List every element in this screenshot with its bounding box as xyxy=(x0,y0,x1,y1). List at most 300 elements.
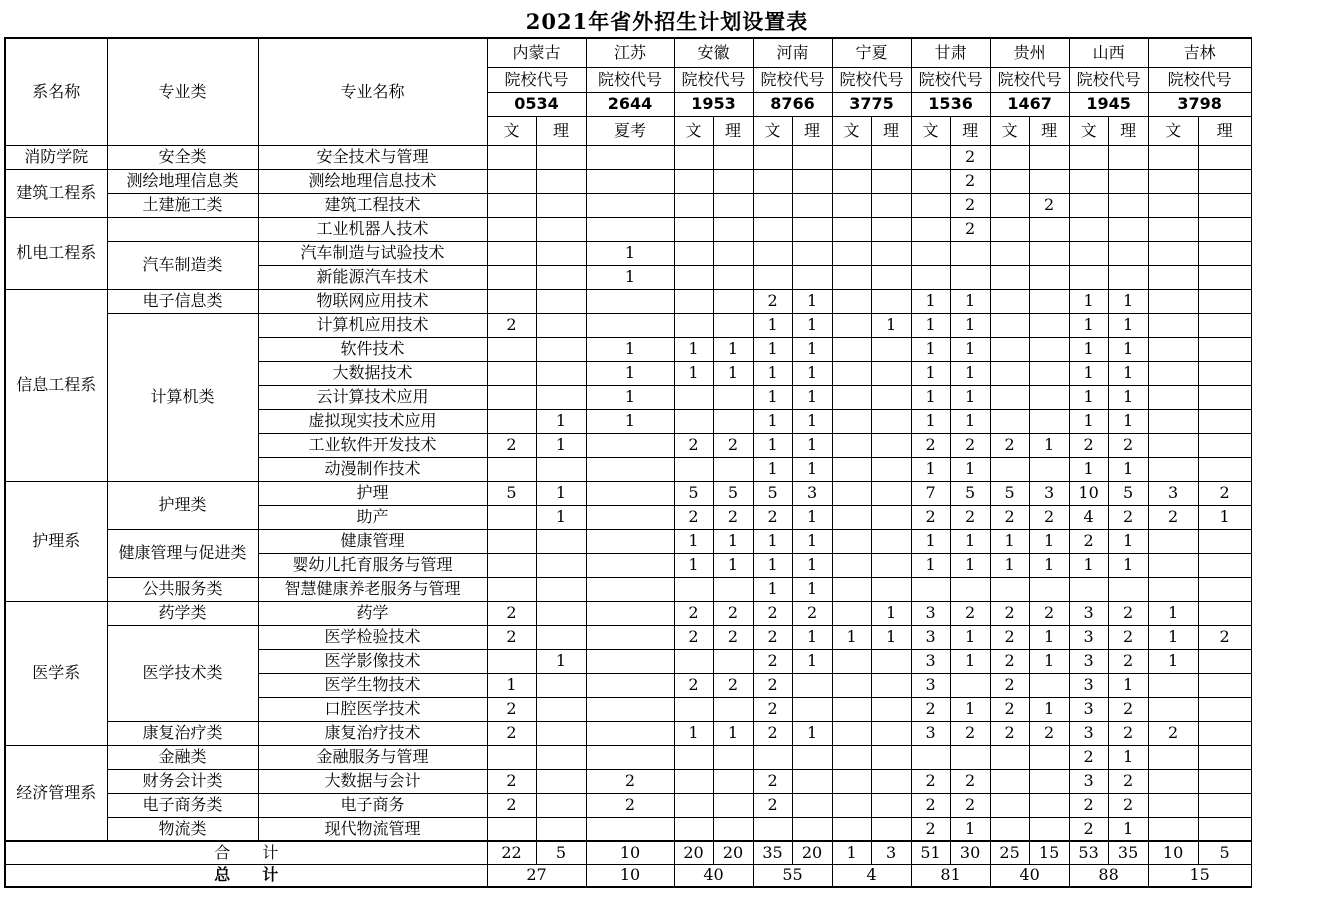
count-cell xyxy=(871,817,911,841)
subtotal-cell: 51 xyxy=(911,841,950,864)
province-total: 27 xyxy=(487,864,586,887)
count-cell: 2 xyxy=(990,433,1029,457)
count-cell xyxy=(1029,577,1069,601)
count-cell: 2 xyxy=(990,601,1029,625)
category-name: 药学类 xyxy=(107,601,258,625)
count-cell xyxy=(487,385,536,409)
count-cell: 1 xyxy=(950,337,990,361)
count-cell: 1 xyxy=(487,673,536,697)
count-cell: 5 xyxy=(950,481,990,505)
count-cell xyxy=(536,697,586,721)
count-cell xyxy=(990,577,1029,601)
count-cell: 2 xyxy=(1108,625,1148,649)
count-cell xyxy=(792,265,832,289)
count-cell: 1 xyxy=(1108,745,1148,769)
count-cell xyxy=(1108,265,1148,289)
major-name: 健康管理 xyxy=(258,529,487,553)
count-cell: 2 xyxy=(950,769,990,793)
table-row xyxy=(5,793,1251,817)
count-cell: 2 xyxy=(1108,721,1148,745)
header-li: 理 xyxy=(792,116,832,145)
count-cell xyxy=(950,745,990,769)
count-cell xyxy=(1148,817,1198,841)
count-cell: 2 xyxy=(1029,601,1069,625)
header-wen: 文 xyxy=(911,116,950,145)
dept-name: 机电工程系 xyxy=(5,217,107,289)
count-cell: 1 xyxy=(1029,553,1069,577)
count-cell: 2 xyxy=(674,433,713,457)
count-cell: 7 xyxy=(911,481,950,505)
header-wen: 文 xyxy=(674,116,713,145)
count-cell xyxy=(832,817,871,841)
count-cell xyxy=(1198,145,1251,169)
count-cell xyxy=(832,241,871,265)
count-cell xyxy=(713,577,753,601)
count-cell: 2 xyxy=(950,793,990,817)
count-cell xyxy=(832,769,871,793)
count-cell xyxy=(713,793,753,817)
major-name: 电子商务 xyxy=(258,793,487,817)
count-cell: 1 xyxy=(792,553,832,577)
major-name: 康复治疗技术 xyxy=(258,721,487,745)
dept-name: 医学系 xyxy=(5,601,107,745)
count-cell: 2 xyxy=(990,649,1029,673)
major-name: 计算机应用技术 xyxy=(258,313,487,337)
count-cell xyxy=(990,313,1029,337)
count-cell xyxy=(871,217,911,241)
count-cell: 1 xyxy=(1069,337,1108,361)
count-cell xyxy=(832,337,871,361)
major-name: 婴幼儿托育服务与管理 xyxy=(258,553,487,577)
table-row xyxy=(5,769,1251,793)
count-cell xyxy=(713,745,753,769)
count-cell xyxy=(536,217,586,241)
count-cell: 1 xyxy=(950,361,990,385)
count-cell: 1 xyxy=(911,385,950,409)
subtotal-cell: 35 xyxy=(753,841,792,864)
count-cell xyxy=(1108,577,1148,601)
count-cell xyxy=(1029,169,1069,193)
table-row xyxy=(5,313,1251,337)
count-cell xyxy=(674,145,713,169)
major-name: 动漫制作技术 xyxy=(258,457,487,481)
count-cell xyxy=(753,817,792,841)
count-cell: 1 xyxy=(1029,649,1069,673)
count-cell xyxy=(536,337,586,361)
count-cell xyxy=(1198,433,1251,457)
count-cell: 3 xyxy=(1069,649,1108,673)
count-cell xyxy=(1198,313,1251,337)
count-cell xyxy=(1029,793,1069,817)
count-cell xyxy=(832,481,871,505)
province-name: 河南 xyxy=(753,38,832,67)
count-cell xyxy=(586,529,674,553)
count-cell xyxy=(1029,313,1069,337)
major-name: 助产 xyxy=(258,505,487,529)
count-cell: 1 xyxy=(753,553,792,577)
count-cell xyxy=(674,217,713,241)
count-cell: 2 xyxy=(1029,505,1069,529)
count-cell: 1 xyxy=(1108,337,1148,361)
count-cell xyxy=(586,721,674,745)
count-cell: 2 xyxy=(713,505,753,529)
category-name: 汽车制造类 xyxy=(107,241,258,289)
province-name: 吉林 xyxy=(1148,38,1251,67)
count-cell: 1 xyxy=(832,625,871,649)
count-cell xyxy=(1108,217,1148,241)
count-cell xyxy=(1148,313,1198,337)
count-cell xyxy=(586,313,674,337)
count-cell xyxy=(1198,337,1251,361)
count-cell xyxy=(674,289,713,313)
count-cell: 2 xyxy=(911,769,950,793)
count-cell xyxy=(871,649,911,673)
count-cell xyxy=(586,193,674,217)
count-cell xyxy=(1148,673,1198,697)
count-cell: 5 xyxy=(990,481,1029,505)
count-cell: 2 xyxy=(1029,721,1069,745)
count-cell xyxy=(586,673,674,697)
count-cell: 1 xyxy=(1108,289,1148,313)
code-label: 院校代号 xyxy=(990,67,1069,92)
count-cell xyxy=(586,505,674,529)
subtotal-cell: 1 xyxy=(832,841,871,864)
count-cell: 1 xyxy=(911,409,950,433)
count-cell: 2 xyxy=(911,817,950,841)
count-cell xyxy=(832,601,871,625)
count-cell xyxy=(1029,769,1069,793)
count-cell xyxy=(713,289,753,313)
province-name: 贵州 xyxy=(990,38,1069,67)
count-cell: 1 xyxy=(792,577,832,601)
count-cell xyxy=(1148,361,1198,385)
major-name: 工业机器人技术 xyxy=(258,217,487,241)
major-name: 软件技术 xyxy=(258,337,487,361)
table-row xyxy=(5,721,1251,745)
count-cell xyxy=(1198,193,1251,217)
count-cell: 2 xyxy=(1069,529,1108,553)
count-cell xyxy=(674,313,713,337)
code-label: 院校代号 xyxy=(911,67,990,92)
count-cell: 1 xyxy=(1148,601,1198,625)
count-cell xyxy=(1148,145,1198,169)
count-cell: 1 xyxy=(753,409,792,433)
count-cell xyxy=(1029,745,1069,769)
code-label: 院校代号 xyxy=(1069,67,1148,92)
count-cell: 3 xyxy=(1069,625,1108,649)
count-cell: 1 xyxy=(911,529,950,553)
count-cell: 1 xyxy=(753,529,792,553)
count-cell: 1 xyxy=(713,361,753,385)
count-cell xyxy=(1108,241,1148,265)
subtotal-cell: 53 xyxy=(1069,841,1108,864)
count-cell xyxy=(871,337,911,361)
count-cell xyxy=(1198,457,1251,481)
count-cell xyxy=(871,457,911,481)
count-cell xyxy=(1069,169,1108,193)
count-cell xyxy=(1198,673,1251,697)
subtotal-cell: 30 xyxy=(950,841,990,864)
count-cell xyxy=(990,457,1029,481)
count-cell xyxy=(950,265,990,289)
count-cell xyxy=(1148,289,1198,313)
count-cell xyxy=(792,193,832,217)
province-total: 40 xyxy=(674,864,753,887)
count-cell: 1 xyxy=(950,553,990,577)
count-cell: 2 xyxy=(753,721,792,745)
count-cell: 1 xyxy=(536,409,586,433)
count-cell: 1 xyxy=(1069,289,1108,313)
count-cell: 3 xyxy=(1069,673,1108,697)
subtotal-cell: 20 xyxy=(792,841,832,864)
count-cell: 5 xyxy=(713,481,753,505)
count-cell xyxy=(536,793,586,817)
count-cell xyxy=(713,145,753,169)
school-code: 8766 xyxy=(753,92,832,116)
count-cell xyxy=(1198,409,1251,433)
count-cell xyxy=(871,769,911,793)
count-cell xyxy=(487,817,536,841)
count-cell xyxy=(911,217,950,241)
school-code: 1945 xyxy=(1069,92,1148,116)
count-cell xyxy=(1029,409,1069,433)
count-cell xyxy=(1148,241,1198,265)
major-name: 工业软件开发技术 xyxy=(258,433,487,457)
count-cell xyxy=(911,241,950,265)
count-cell: 2 xyxy=(753,673,792,697)
table-row xyxy=(5,625,1251,649)
code-label: 院校代号 xyxy=(674,67,753,92)
count-cell xyxy=(792,769,832,793)
count-cell: 1 xyxy=(753,457,792,481)
major-name: 护理 xyxy=(258,481,487,505)
count-cell: 3 xyxy=(911,601,950,625)
count-cell: 1 xyxy=(1069,553,1108,577)
header-wen: 文 xyxy=(1069,116,1108,145)
school-code: 2644 xyxy=(586,92,674,116)
count-cell xyxy=(1148,529,1198,553)
category-name: 电子商务类 xyxy=(107,793,258,817)
subtotal-cell: 20 xyxy=(713,841,753,864)
count-cell: 2 xyxy=(990,673,1029,697)
dept-name: 建筑工程系 xyxy=(5,169,107,217)
count-cell: 2 xyxy=(586,793,674,817)
count-cell: 1 xyxy=(1108,313,1148,337)
count-cell xyxy=(792,217,832,241)
province-total: 88 xyxy=(1069,864,1148,887)
count-cell xyxy=(713,265,753,289)
count-cell xyxy=(536,625,586,649)
school-code: 1536 xyxy=(911,92,990,116)
count-cell: 2 xyxy=(753,793,792,817)
count-cell: 1 xyxy=(950,409,990,433)
school-code: 1953 xyxy=(674,92,753,116)
count-cell xyxy=(1198,265,1251,289)
table-row xyxy=(5,145,1251,169)
count-cell xyxy=(871,673,911,697)
count-cell xyxy=(871,529,911,553)
count-cell xyxy=(990,217,1029,241)
major-name: 大数据与会计 xyxy=(258,769,487,793)
province-total: 81 xyxy=(911,864,990,887)
count-cell xyxy=(487,529,536,553)
code-label: 院校代号 xyxy=(832,67,911,92)
header-dept: 系名称 xyxy=(5,38,107,145)
count-cell xyxy=(753,745,792,769)
count-cell xyxy=(674,409,713,433)
category-name: 金融类 xyxy=(107,745,258,769)
count-cell xyxy=(832,193,871,217)
count-cell xyxy=(674,457,713,481)
count-cell xyxy=(536,169,586,193)
count-cell xyxy=(536,313,586,337)
subtotal-cell: 15 xyxy=(1029,841,1069,864)
count-cell xyxy=(586,817,674,841)
subtotal-cell: 25 xyxy=(990,841,1029,864)
count-cell xyxy=(674,577,713,601)
count-cell: 1 xyxy=(871,625,911,649)
count-cell: 5 xyxy=(1108,481,1148,505)
count-cell xyxy=(586,601,674,625)
count-cell xyxy=(871,385,911,409)
count-cell xyxy=(487,289,536,313)
enrollment-plan-table xyxy=(4,37,1252,888)
count-cell xyxy=(1029,361,1069,385)
count-cell: 1 xyxy=(586,361,674,385)
count-cell xyxy=(832,361,871,385)
count-cell: 1 xyxy=(911,337,950,361)
count-cell: 1 xyxy=(1029,697,1069,721)
count-cell xyxy=(1198,817,1251,841)
count-cell xyxy=(832,553,871,577)
count-cell xyxy=(1029,337,1069,361)
table-row xyxy=(5,241,1251,265)
table-row xyxy=(5,577,1251,601)
count-cell xyxy=(832,505,871,529)
count-cell: 1 xyxy=(1148,649,1198,673)
count-cell xyxy=(990,241,1029,265)
subtotal-cell: 35 xyxy=(1108,841,1148,864)
table-row xyxy=(5,817,1251,841)
count-cell: 2 xyxy=(1029,193,1069,217)
count-cell: 1 xyxy=(950,289,990,313)
category-name: 电子信息类 xyxy=(107,289,258,313)
count-cell xyxy=(753,217,792,241)
count-cell xyxy=(713,385,753,409)
count-cell xyxy=(487,457,536,481)
count-cell xyxy=(1069,193,1108,217)
category-name: 财务会计类 xyxy=(107,769,258,793)
count-cell xyxy=(674,241,713,265)
count-cell xyxy=(1198,289,1251,313)
count-cell: 2 xyxy=(753,625,792,649)
count-cell: 2 xyxy=(1069,817,1108,841)
count-cell: 2 xyxy=(950,601,990,625)
count-cell xyxy=(487,553,536,577)
count-cell: 1 xyxy=(950,385,990,409)
count-cell: 2 xyxy=(990,721,1029,745)
count-cell: 1 xyxy=(753,385,792,409)
count-cell: 1 xyxy=(1108,385,1148,409)
count-cell xyxy=(871,553,911,577)
count-cell xyxy=(1108,193,1148,217)
subtotal-cell: 5 xyxy=(536,841,586,864)
count-cell xyxy=(536,457,586,481)
count-cell xyxy=(1029,817,1069,841)
count-cell xyxy=(990,265,1029,289)
count-cell xyxy=(487,577,536,601)
count-cell: 2 xyxy=(753,601,792,625)
count-cell: 2 xyxy=(753,289,792,313)
school-code: 3798 xyxy=(1148,92,1251,116)
count-cell: 2 xyxy=(674,601,713,625)
count-cell xyxy=(871,289,911,313)
count-cell xyxy=(586,457,674,481)
count-cell: 1 xyxy=(586,241,674,265)
count-cell xyxy=(713,457,753,481)
count-cell xyxy=(911,745,950,769)
count-cell xyxy=(871,193,911,217)
header-major: 专业名称 xyxy=(258,38,487,145)
count-cell xyxy=(536,529,586,553)
count-cell: 1 xyxy=(586,409,674,433)
table-row xyxy=(5,217,1251,241)
count-cell: 1 xyxy=(911,289,950,313)
major-name: 口腔医学技术 xyxy=(258,697,487,721)
count-cell: 2 xyxy=(487,721,536,745)
count-cell: 1 xyxy=(792,409,832,433)
table-row xyxy=(5,481,1251,505)
count-cell xyxy=(871,793,911,817)
count-cell: 1 xyxy=(753,577,792,601)
dept-name: 信息工程系 xyxy=(5,289,107,481)
count-cell xyxy=(832,385,871,409)
count-cell xyxy=(674,169,713,193)
category-name: 测绘地理信息类 xyxy=(107,169,258,193)
count-cell xyxy=(1069,577,1108,601)
count-cell: 2 xyxy=(792,601,832,625)
province-name: 山西 xyxy=(1069,38,1148,67)
count-cell xyxy=(536,289,586,313)
count-cell xyxy=(1148,457,1198,481)
subtotal-cell: 20 xyxy=(674,841,713,864)
count-cell xyxy=(713,241,753,265)
school-code: 1467 xyxy=(990,92,1069,116)
count-cell: 1 xyxy=(990,553,1029,577)
count-cell xyxy=(990,193,1029,217)
count-cell: 2 xyxy=(1148,721,1198,745)
count-cell: 1 xyxy=(990,529,1029,553)
count-cell: 1 xyxy=(1108,673,1148,697)
count-cell xyxy=(1148,793,1198,817)
count-cell xyxy=(1198,793,1251,817)
count-cell xyxy=(586,649,674,673)
count-cell xyxy=(1029,673,1069,697)
province-name: 内蒙古 xyxy=(487,38,586,67)
count-cell: 1 xyxy=(950,817,990,841)
count-cell xyxy=(1148,745,1198,769)
count-cell xyxy=(713,769,753,793)
count-cell: 1 xyxy=(1029,529,1069,553)
count-cell: 1 xyxy=(911,313,950,337)
count-cell: 1 xyxy=(674,529,713,553)
count-cell: 3 xyxy=(1069,697,1108,721)
count-cell: 1 xyxy=(792,337,832,361)
count-cell xyxy=(1069,217,1108,241)
count-cell xyxy=(1198,745,1251,769)
count-cell xyxy=(792,697,832,721)
header-li: 理 xyxy=(713,116,753,145)
